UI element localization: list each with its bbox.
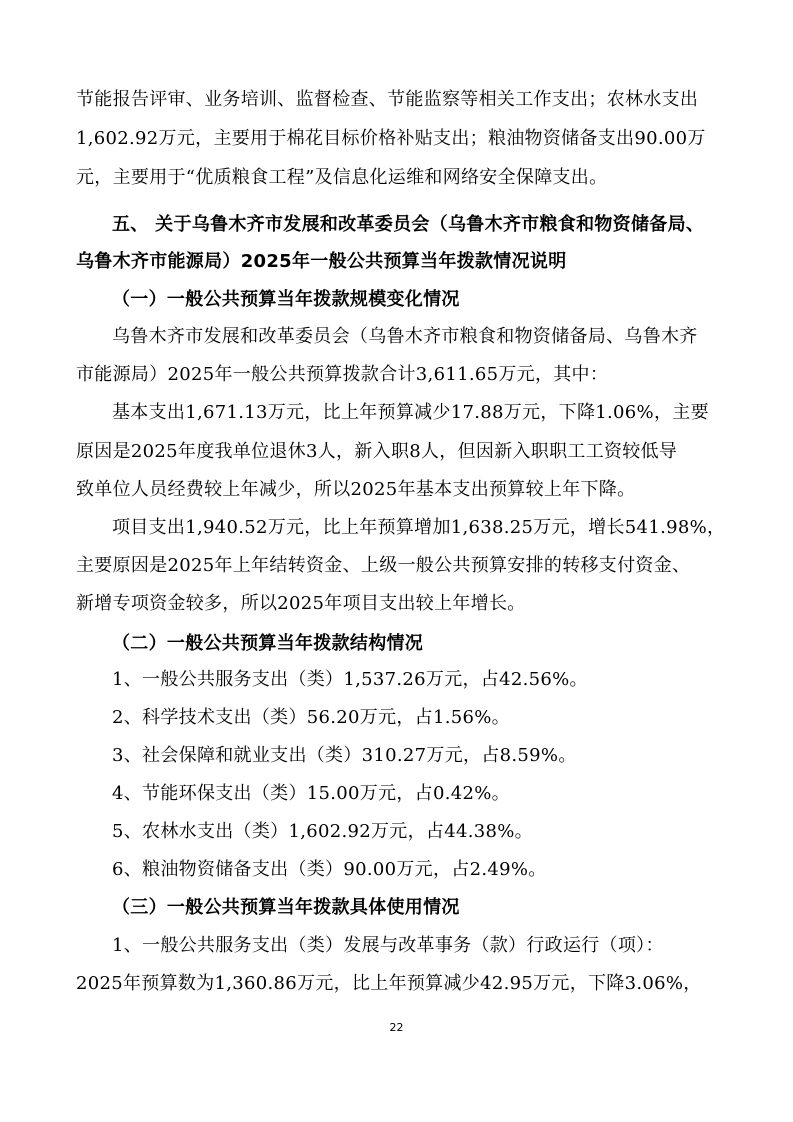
list-item: 4、节能环保支出（类）15.00万元，占0.42%。 — [112, 783, 510, 804]
paragraph-line: 节能报告评审、业务培训、监督检查、节能监察等相关工作支出；农林水支出 — [76, 89, 699, 110]
paragraph-line: 市能源局）2025年一般公共预算拨款合计3,611.65万元，其中： — [76, 364, 609, 385]
list-item: 6、粮油物资储备支出（类）90.00万元，占2.49%。 — [112, 859, 547, 880]
paragraph-line: 主要原因是2025年上年结转资金、上级一般公共预算安排的转移支付资金、 — [76, 555, 691, 576]
list-item: 1、一般公共服务支出（类）1,537.26万元，占42.56%。 — [112, 669, 588, 690]
section-heading: 五、 关于乌鲁木齐市发展和改革委员会（乌鲁木齐市粮食和物资储备局、 — [112, 214, 705, 235]
paragraph-line: 原因是2025年度我单位退休3人，新入职8人，但因新入职职工工资较低导 — [76, 441, 678, 462]
paragraph-line: 元，主要用于“优质粮食工程”及信息化运维和网络安全保障支出。 — [76, 167, 608, 188]
list-item: 3、社会保障和就业支出（类）310.27万元，占8.59%。 — [112, 745, 577, 766]
paragraph-line: 1、一般公共服务支出（类）发展与改革事务（款）行政运行（项）： — [112, 935, 664, 956]
paragraph-line: 致单位人员经费较上年减少，所以2025年基本支出预算较上年下降。 — [76, 479, 636, 500]
page-number: 22 — [389, 1021, 404, 1034]
subsection-heading: （一）一般公共预算当年拨款规模变化情况 — [112, 289, 460, 310]
paragraph-line: 新增专项资金较多，所以2025年项目支出较上年增长。 — [76, 593, 526, 614]
paragraph-line: 1,602.92万元，主要用于棉花目标价格补贴支出；粮油物资储备支出90.00万 — [76, 128, 706, 149]
paragraph-line: 乌鲁木齐市发展和改革委员会（乌鲁木齐市粮食和物资储备局、乌鲁木齐 — [112, 326, 698, 347]
paragraph-line: 2025年预算数为1,360.86万元，比上年预算减少42.95万元，下降3.06%， — [76, 973, 702, 994]
section-heading: 乌鲁木齐市能源局）2025年一般公共预算当年拨款情况说明 — [76, 251, 567, 272]
list-item: 2、科学技术支出（类）56.20万元，占1.56%。 — [112, 707, 510, 728]
paragraph-line: 项目支出1,940.52万元，比上年预算增加1,638.25万元，增长541.98%， — [112, 517, 726, 538]
list-item: 5、农林水支出（类）1,602.92万元，占44.38%。 — [112, 821, 533, 842]
subsection-heading: （二）一般公共预算当年拨款结构情况 — [112, 633, 424, 654]
subsection-heading: （三）一般公共预算当年拨款具体使用情况 — [112, 897, 460, 918]
paragraph-line: 基本支出1,671.13万元，比上年预算减少17.88万元，下降1.06%，主要 — [112, 402, 709, 423]
